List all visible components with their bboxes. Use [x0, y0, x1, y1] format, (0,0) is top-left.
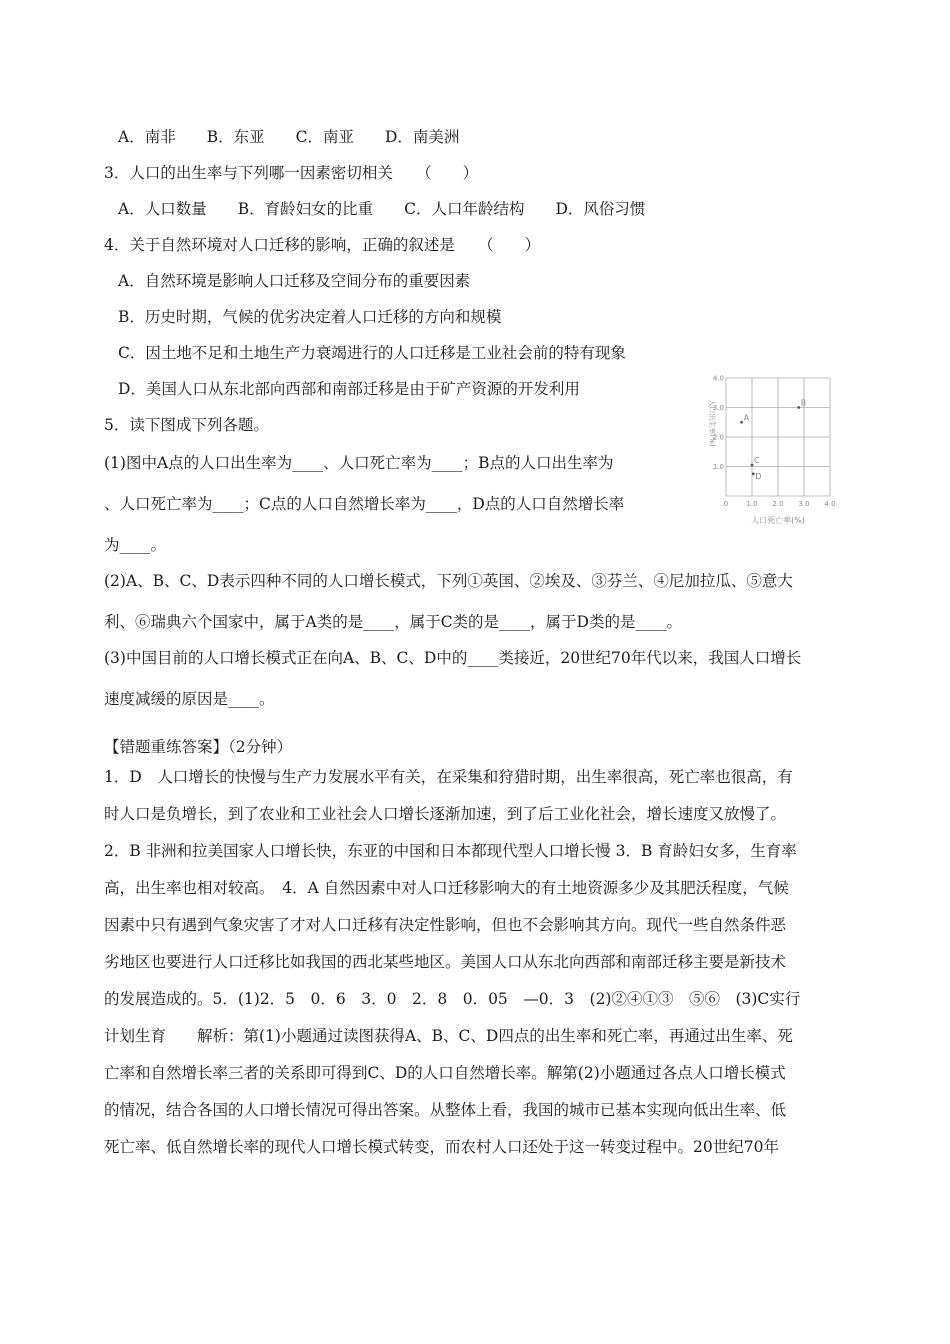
q5-part1-line3: 为____。	[104, 536, 167, 554]
q4-option-d: D．美国人口从东北部向西部和南部迁移是由于矿产资源的开发利用	[118, 380, 580, 398]
y-tick-label: 4.0	[712, 374, 724, 383]
chart-points	[740, 399, 806, 481]
answers-heading: 【错题重练答案】（2分钟）	[104, 738, 293, 756]
q4-option-b: B．历史时期，气候的优劣决定着人口迁移的方向和规模	[118, 308, 502, 326]
answer-line: 2．B 非洲和拉美国家人口增长快，东亚的中国和日本都现代型人口增长慢 3．B 育龄妇女多，生育率	[104, 842, 797, 860]
data-point-a	[740, 421, 743, 424]
q4-option-a: A．自然环境是影响人口迁移及空间分布的重要因素	[118, 272, 471, 290]
q4-stem: 4．关于自然环境对人口迁移的影响，正确的叙述是 （ ）	[104, 236, 541, 254]
answer-line: 计划生育 解析：第(1)小题通过读图获得A、B、C、D四点的出生率和死亡率，再通过出生率、死	[104, 1027, 793, 1045]
x-tick-label: 0	[723, 500, 729, 508]
y-tick-label: 2.0	[712, 433, 724, 442]
point-label-b: B	[800, 398, 807, 408]
answer-line: 高，出生率也相对较高。 4．A 自然因素中对人口迁移影响大的有土地资源多少及其肥沃程度，气候	[104, 879, 789, 897]
y-axis-label: 人口出生率(%)	[708, 399, 716, 447]
q2-options: A．南非 B．东亚 C．南亚 D．南美洲	[118, 128, 460, 146]
point-label-a: A	[743, 413, 750, 423]
q5-part2-line2: 利、⑥瑞典六个国家中，属于A类的是____，属于C类的是____，属于D类的是____。	[104, 613, 682, 631]
answer-line: 亡率和自然增长率三者的关系即可得到C、D的人口自然增长率。解第(2)小题通过各点人口增长模式	[104, 1064, 786, 1082]
q5-part2-line1: (2)A、B、C、D表示四种不同的人口增长模式，下列①英国、②埃及、③芬兰、④尼加拉瓜、⑤意大	[104, 572, 793, 590]
birth-death-rate-chart	[700, 368, 850, 528]
q5-part1-line1: (1)图中A点的人口出生率为____、人口死亡率为____；B点的人口出生率为	[104, 454, 614, 472]
answer-line: 1．D 人口增长的快慢与生产力发展水平有关，在采集和狩猎时期，出生率很高，死亡率也很高，有	[104, 768, 793, 786]
x-tick-label: 3.0	[798, 500, 810, 508]
q5-stem: 5．读下图成下列各题。	[104, 416, 269, 434]
q4-option-c: C．因土地不足和土地生产力衰竭进行的人口迁移是工业社会前的特有现象	[118, 344, 626, 362]
x-tick-label: 2.0	[772, 500, 784, 508]
y-tick-label: 3.0	[712, 404, 724, 412]
data-point-d	[752, 472, 755, 475]
answer-line: 死亡率、低自然增长率的现代人口增长模式转变，而农村人口还处于这一转变过程中。20世纪70年	[104, 1138, 779, 1156]
answer-line: 的发展造成的。5．(1)2．5 0．6 3．0 2．8 0．05 —0．3 (2)②④①③ ⑤⑥ (3)C实行	[104, 990, 801, 1008]
q5-part3-line2: 速度减缓的原因是____。	[104, 690, 275, 708]
q3-options: A．人口数量 B．育龄妇女的比重 C．人口年龄结构 D．风俗习惯	[118, 200, 646, 218]
point-label-c: C	[754, 456, 760, 466]
point-label-d: D	[755, 471, 762, 481]
chart-ticks	[713, 375, 836, 509]
q3-stem: 3．人口的出生率与下列哪一因素密切相关 （ ）	[104, 164, 479, 182]
q5-part3-line1: (3)中国目前的人口增长模式正在向A、B、C、D中的____类接近，20世纪70年代以来，我国人口增长	[104, 649, 802, 667]
answer-line: 劣地区也要进行人口迁移比如我国的西北某些地区。美国人口从东北向西部和南部迁移主要是新技术	[104, 953, 787, 971]
x-axis-label: 人口死亡率(%)	[751, 516, 805, 525]
data-point-c	[751, 464, 754, 467]
answer-line: 时人口是负增长，到了农业和工业社会人口增长逐渐加速，到了后工业化社会，增长速度又放慢了。	[104, 805, 787, 823]
answer-line: 的情况，结合各国的人口增长情况可得出答案。从整体上看，我国的城市已基本实现向低出生率、低	[104, 1101, 787, 1119]
y-tick-label: 1.0	[712, 463, 724, 471]
answer-line: 因素中只有遇到气象灾害了才对人口迁移有决定性影响，但也不会影响其方向。现代一些自然条件恶	[104, 916, 787, 934]
x-tick-label: 4.0	[824, 500, 836, 508]
x-tick-label: 1.0	[746, 500, 758, 508]
q5-part1-line2: 、人口死亡率为____；C点的人口自然增长率为____，D点的人口自然增长率	[104, 495, 625, 513]
data-point-b	[797, 406, 800, 409]
chart-grid	[726, 378, 830, 496]
